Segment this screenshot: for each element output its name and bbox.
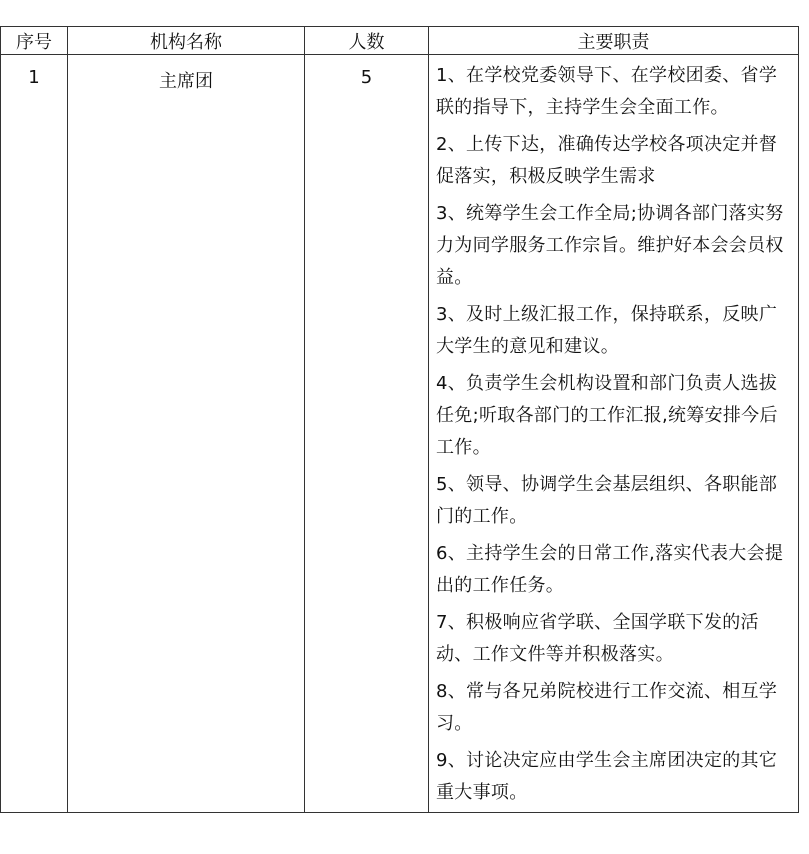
duty-item: 3、统筹学生会工作全局;协调各部门落实努力为同学服务工作宗旨。维护好本会会员权益。: [436, 203, 784, 288]
row-count: 5: [305, 55, 429, 813]
header-index: 序号: [1, 27, 68, 55]
header-duties: 主要职责: [429, 27, 799, 55]
header-count: 人数: [305, 27, 429, 55]
duty-item: 2、上传下达，准确传达学校各项决定并督促落实，积极反映学生需求: [436, 134, 778, 187]
header-org-name: 机构名称: [68, 27, 305, 55]
duty-item: 1、在学校党委领导下、在学校团委、省学联的指导下，主持学生会全面工作。: [436, 65, 778, 118]
duty-item: 9、讨论决定应由学生会主席团决定的其它重大事项。: [436, 750, 778, 803]
header-row: [1, 27, 799, 55]
org-duties-table: [0, 26, 799, 813]
duty-item: 3、及时上级汇报工作，保持联系，反映广大学生的意见和建议。: [436, 304, 778, 357]
table-row: [1, 55, 799, 813]
row-org-name: 主席团: [68, 55, 305, 813]
row-duties: [429, 55, 799, 813]
duty-item: 4、负责学生会机构设置和部门负责人选拔任免;听取各部门的工作汇报,统筹安排今后工作。: [436, 373, 778, 458]
duty-item: 7、积极响应省学联、全国学联下发的活动、工作文件等并积极落实。: [436, 612, 759, 665]
row-index: 1: [1, 55, 68, 813]
duty-item: 8、常与各兄弟院校进行工作交流、相互学习。: [436, 681, 778, 734]
duty-item: 5、领导、协调学生会基层组织、各职能部门的工作。: [436, 474, 778, 527]
duty-item: 6、主持学生会的日常工作,落实代表大会提出的工作任务。: [436, 543, 784, 596]
